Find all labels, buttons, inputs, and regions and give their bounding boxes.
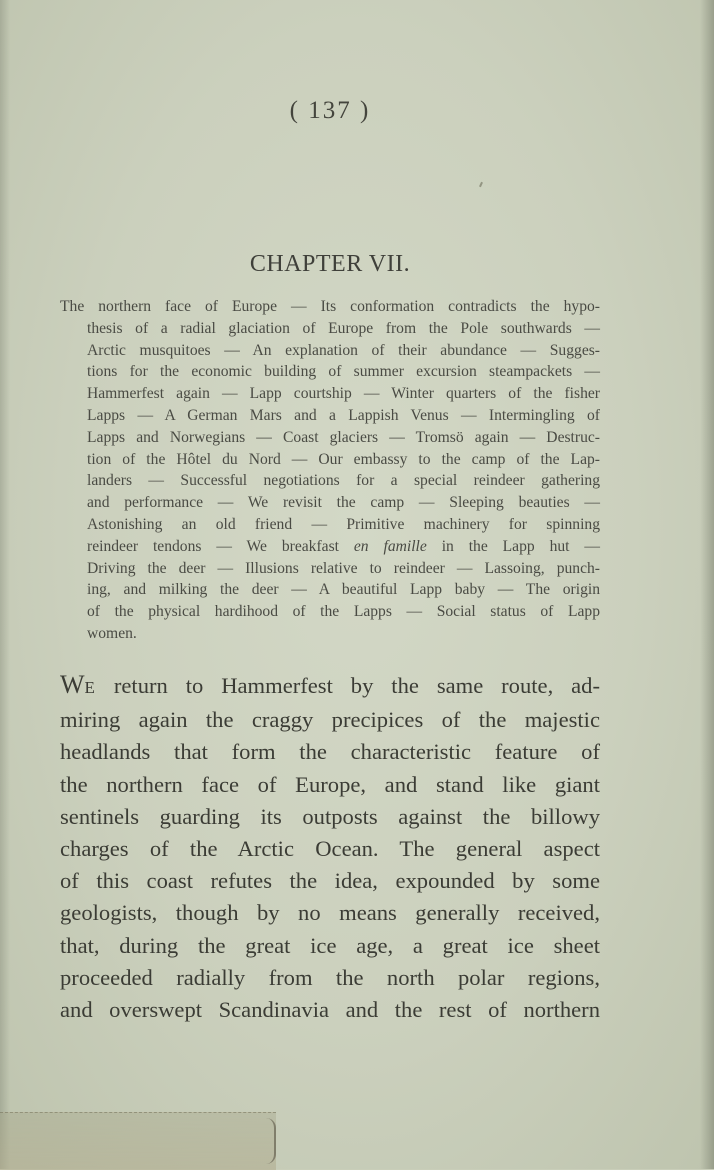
page-stain xyxy=(0,1112,276,1170)
page-number: ( 137 ) xyxy=(289,97,371,124)
body-line: the northern face of Europe, and stand like giant xyxy=(60,771,600,797)
body-paragraph xyxy=(60,669,600,1026)
body-line: sentinels guarding its outposts against the billowy xyxy=(60,803,600,829)
synopsis-line: Hammerfest again — Lapp courtship — Winter quarters of the fisher xyxy=(87,385,600,403)
synopsis-line: women. xyxy=(87,624,137,642)
synopsis-line: and performance — We revisit the camp — Sleeping beauties — xyxy=(87,494,600,512)
chapter-synopsis xyxy=(60,296,600,645)
synopsis-line: Arctic musquitoes — An explanation of their abundance — Sugges- xyxy=(87,341,600,359)
small-caps-rest: E xyxy=(84,678,96,697)
body-line: proceeded radially from the north polar regions, xyxy=(60,964,600,990)
synopsis-line: Lapps — A German Mars and a Lappish Venus — Intermingling of xyxy=(87,406,600,424)
chapter-title: CHAPTER VII. xyxy=(249,251,411,277)
body-line: headlands that form the characteristic feature of xyxy=(60,739,600,765)
body-line: miring again the craggy precipices of the majestic xyxy=(60,707,600,733)
page-gutter-shadow xyxy=(0,0,10,1169)
synopsis-line: thesis of a radial glaciation of Europe from the Pole southwards — xyxy=(87,319,600,337)
small-caps-initial: W xyxy=(60,670,85,699)
synopsis-line: ing, and milking the deer — A beautiful Lapp baby — The origin xyxy=(87,581,600,599)
synopsis-line: Driving the deer — Illusions relative to reindeer — Lassoing, punch- xyxy=(87,559,600,577)
body-line: charges of the Arctic Ocean. The general aspect xyxy=(60,836,600,862)
page-fold-mark xyxy=(262,1118,276,1164)
synopsis-line-with-italic xyxy=(60,536,600,558)
synopsis-fragment: in the Lapp hut — xyxy=(441,537,600,555)
synopsis-italic-phrase: en famille xyxy=(353,537,427,555)
synopsis-line: Astonishing an old friend — Primitive machinery for spinning xyxy=(87,515,600,533)
synopsis-line: The northern face of Europe — Its conformation contradicts the hypo- xyxy=(60,298,600,315)
synopsis-fragment: reindeer tendons — We breakfast xyxy=(87,537,339,555)
synopsis-line: landers — Successful negotiations for a special reindeer gathering xyxy=(87,472,600,490)
body-first-line-text: return to Hammerfest by the same route, ad- xyxy=(113,673,600,698)
synopsis-line: tion of the Hôtel du Nord — Our embassy to the camp of the Lap- xyxy=(87,450,600,468)
synopsis-line: of the physical hardihood of the Lapps — Social status of Lapp xyxy=(87,603,600,621)
page-edge-shadow xyxy=(700,0,714,1169)
body-line: geologists, though by no means generally received, xyxy=(60,900,600,926)
body-first-line xyxy=(60,669,600,704)
paper-speck xyxy=(479,182,483,187)
synopsis-line: Lapps and Norwegians — Coast glaciers — Tromsö again — Destruc- xyxy=(87,428,600,446)
synopsis-line: tions for the economic building of summer excursion steampackets — xyxy=(87,363,600,381)
body-line: and overswept Scandinavia and the rest of northern xyxy=(60,997,600,1023)
body-line: that, during the great ice age, a great ice sheet xyxy=(60,932,600,958)
body-line: of this coast refutes the idea, expounded by some xyxy=(60,868,600,894)
